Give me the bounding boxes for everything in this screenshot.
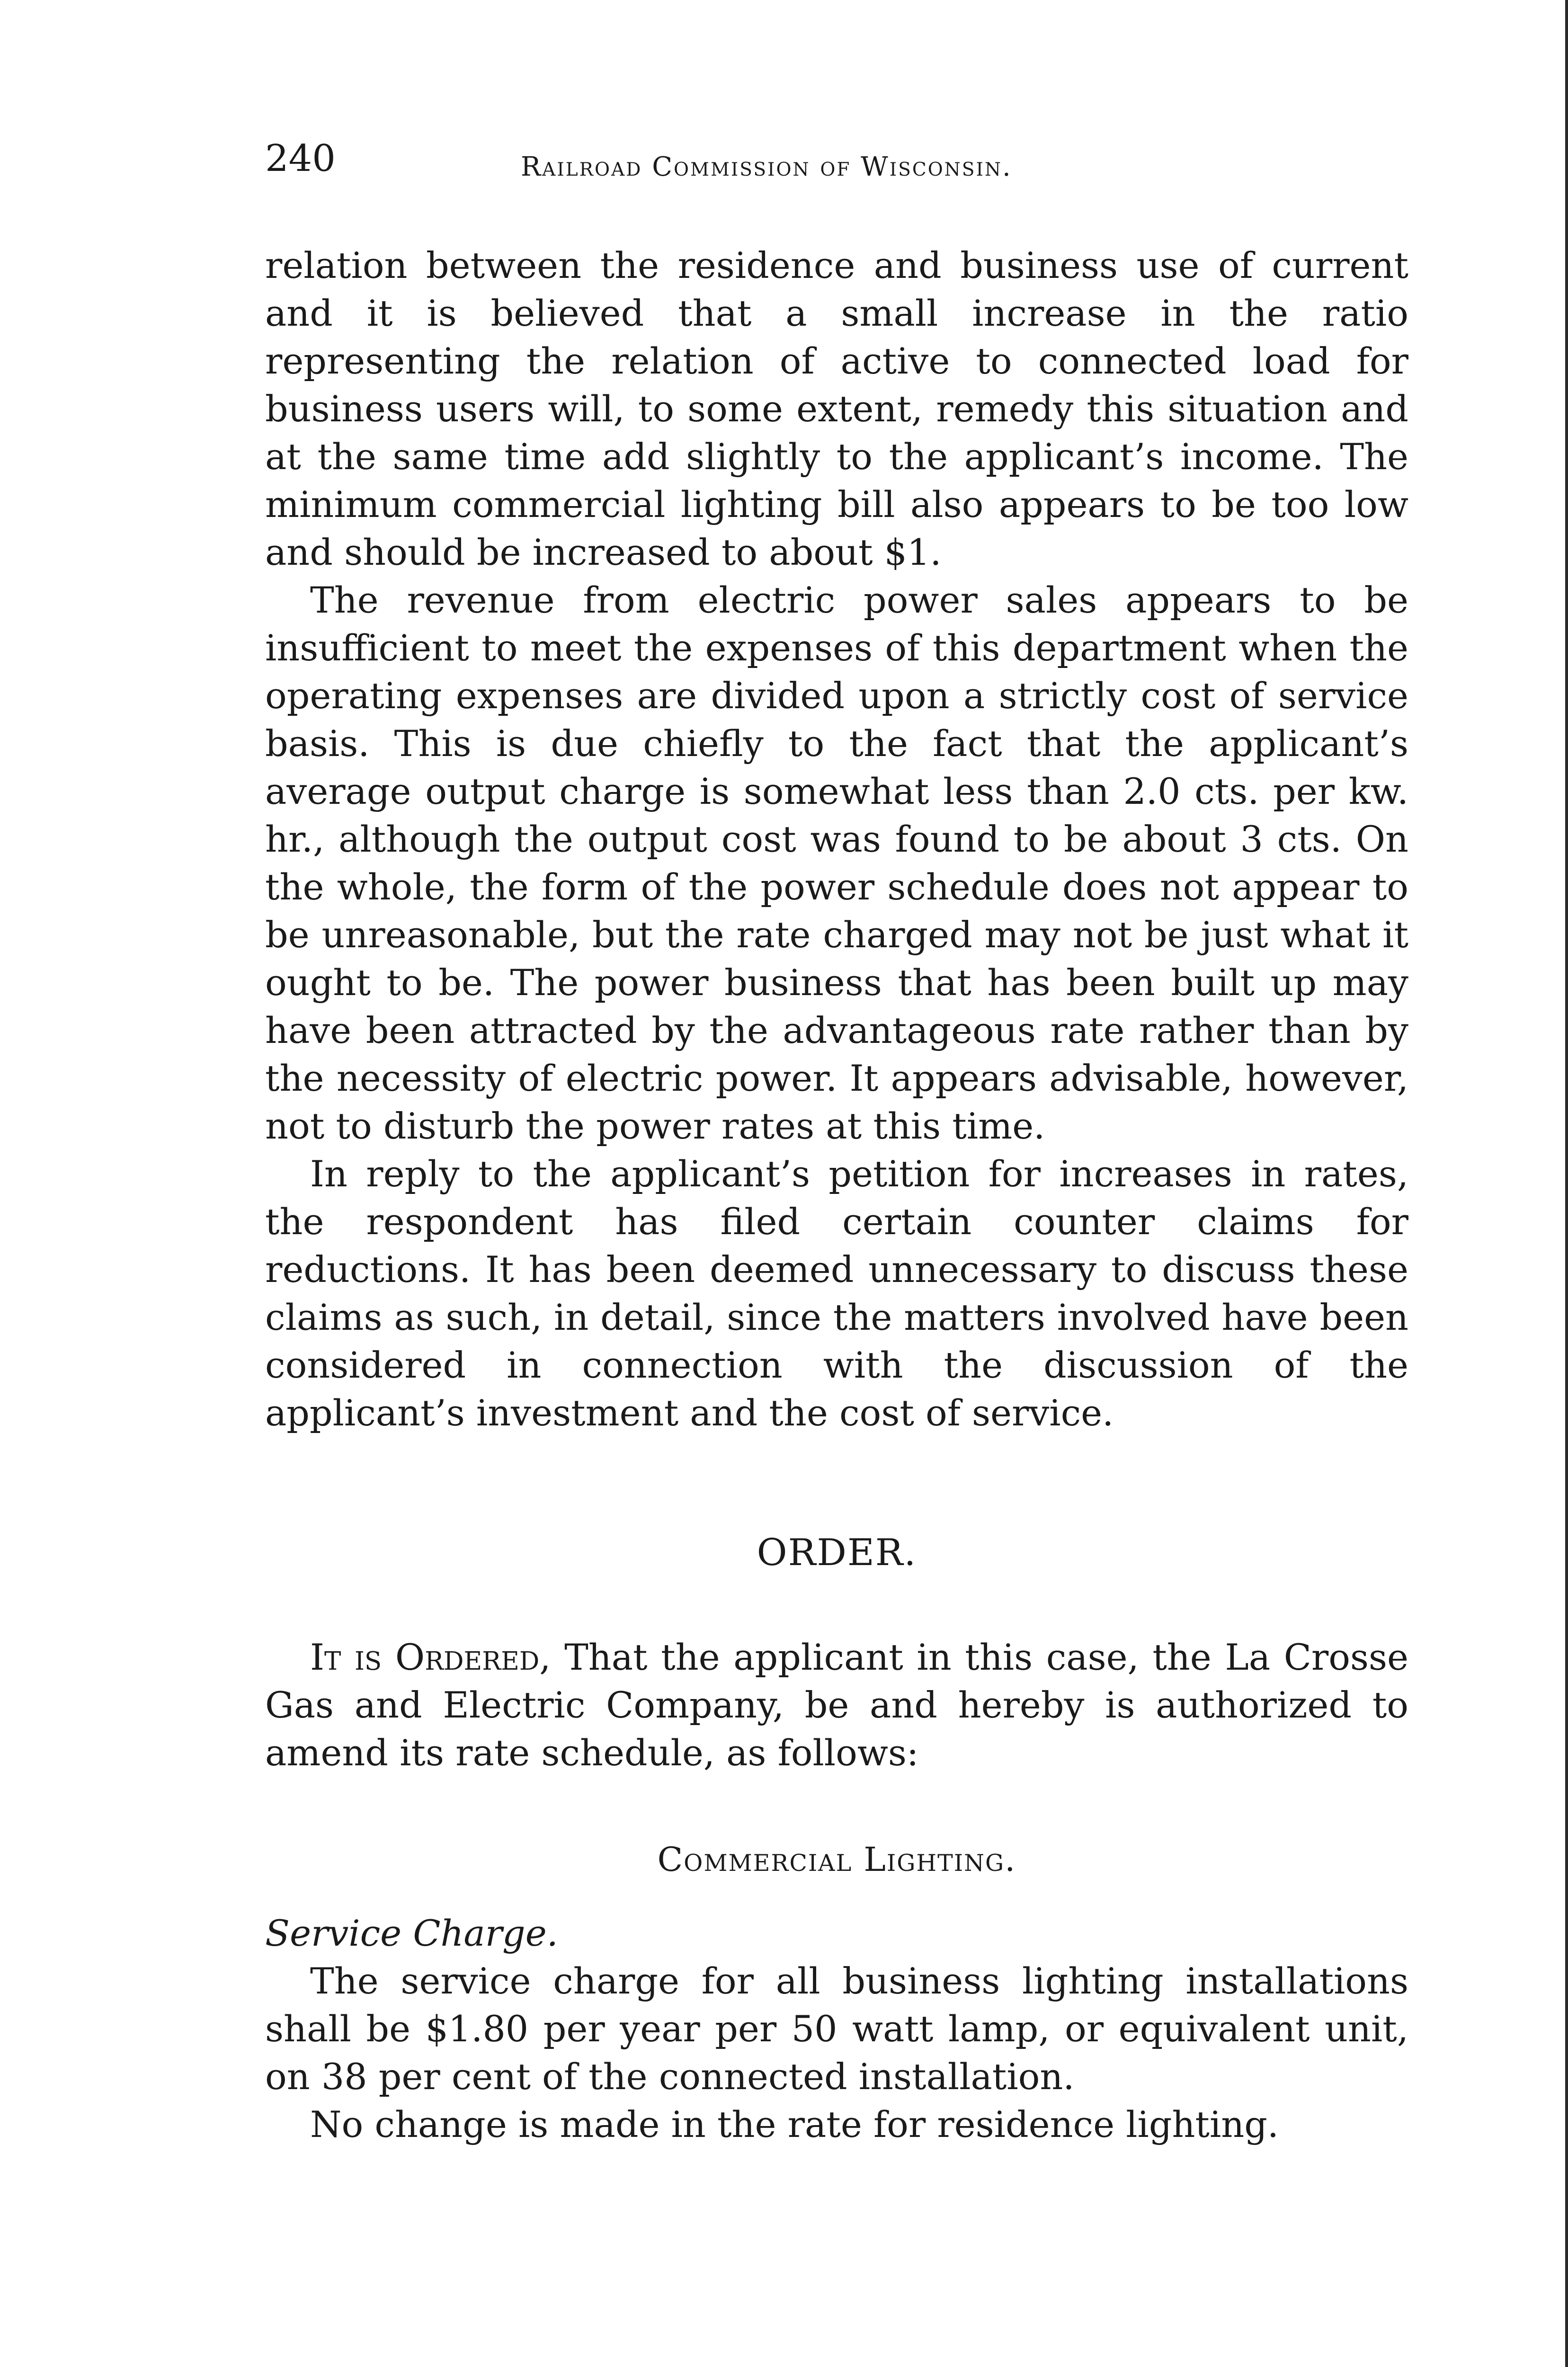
service-charge-paragraph: The service charge for all business lighting installations shall be $1.80 per year per 50 watt lamp, or equivalent unit, on 38 per cent of the connected installation. xyxy=(265,1960,1408,2098)
order-lead-in: It is Ordered, xyxy=(310,1636,551,1678)
service-charge-heading: Service Charge. xyxy=(265,1912,558,1954)
order-text: That the applicant in this case, the La Crosse Gas and Electric Company, be and hereby is authorized to amend its rate schedule, as follows: xyxy=(265,1636,1408,1774)
body-text xyxy=(265,241,1408,2148)
order-paragraph xyxy=(265,1633,1408,1777)
scan-edge-right xyxy=(1565,0,1568,2367)
paragraph-counter-claims: In reply to the applicant’s petition for increases in rates, the respondent has filed certain counter claims for reductions. It has been deemed unnecessary to discuss these claims as such, in detail, since the matters involved have been considered in connection with the discussion of the applicant’s investment and the cost of service. xyxy=(265,1153,1408,1434)
residence-lighting-note: No change is made in the rate for residence lighting. xyxy=(310,2103,1279,2145)
running-head: Railroad Commission of Wisconsin. xyxy=(521,151,1012,182)
order-heading: ORDER. xyxy=(757,1531,917,1574)
paragraph-power-revenue: The revenue from electric power sales appears to be insufficient to meet the expenses of this department when the operating expenses are divided upon a strictly cost of service basis. This is due chiefly to the fact that the applicant’s average output charge is somewhat less than 2.0 cts. per kw. hr., although the output cost was found to be about 3 cts. On the whole, the form of the power schedule does not appear to be unreasonable, but the rate charged may not be just what it ought to be. The power business that has been built up may have been attracted by the advantageous rate rather than by the necessity of electric power. It appears advisable, however, not to disturb the power rates at this time. xyxy=(265,579,1408,1147)
paragraph-continuation: relation between the residence and business use of current and it is believed that a small increase in the ratio representing the relation of active to connected load for business users will, to some extent, remedy this situation and at the same time add slightly to the applicant’s income. The minimum commercial lighting bill also appears to be too low and should be increased to about $1. xyxy=(265,244,1408,573)
page-number: 240 xyxy=(265,137,336,180)
commercial-lighting-heading: Commercial Lighting. xyxy=(657,1840,1016,1879)
page-header xyxy=(265,130,1420,196)
